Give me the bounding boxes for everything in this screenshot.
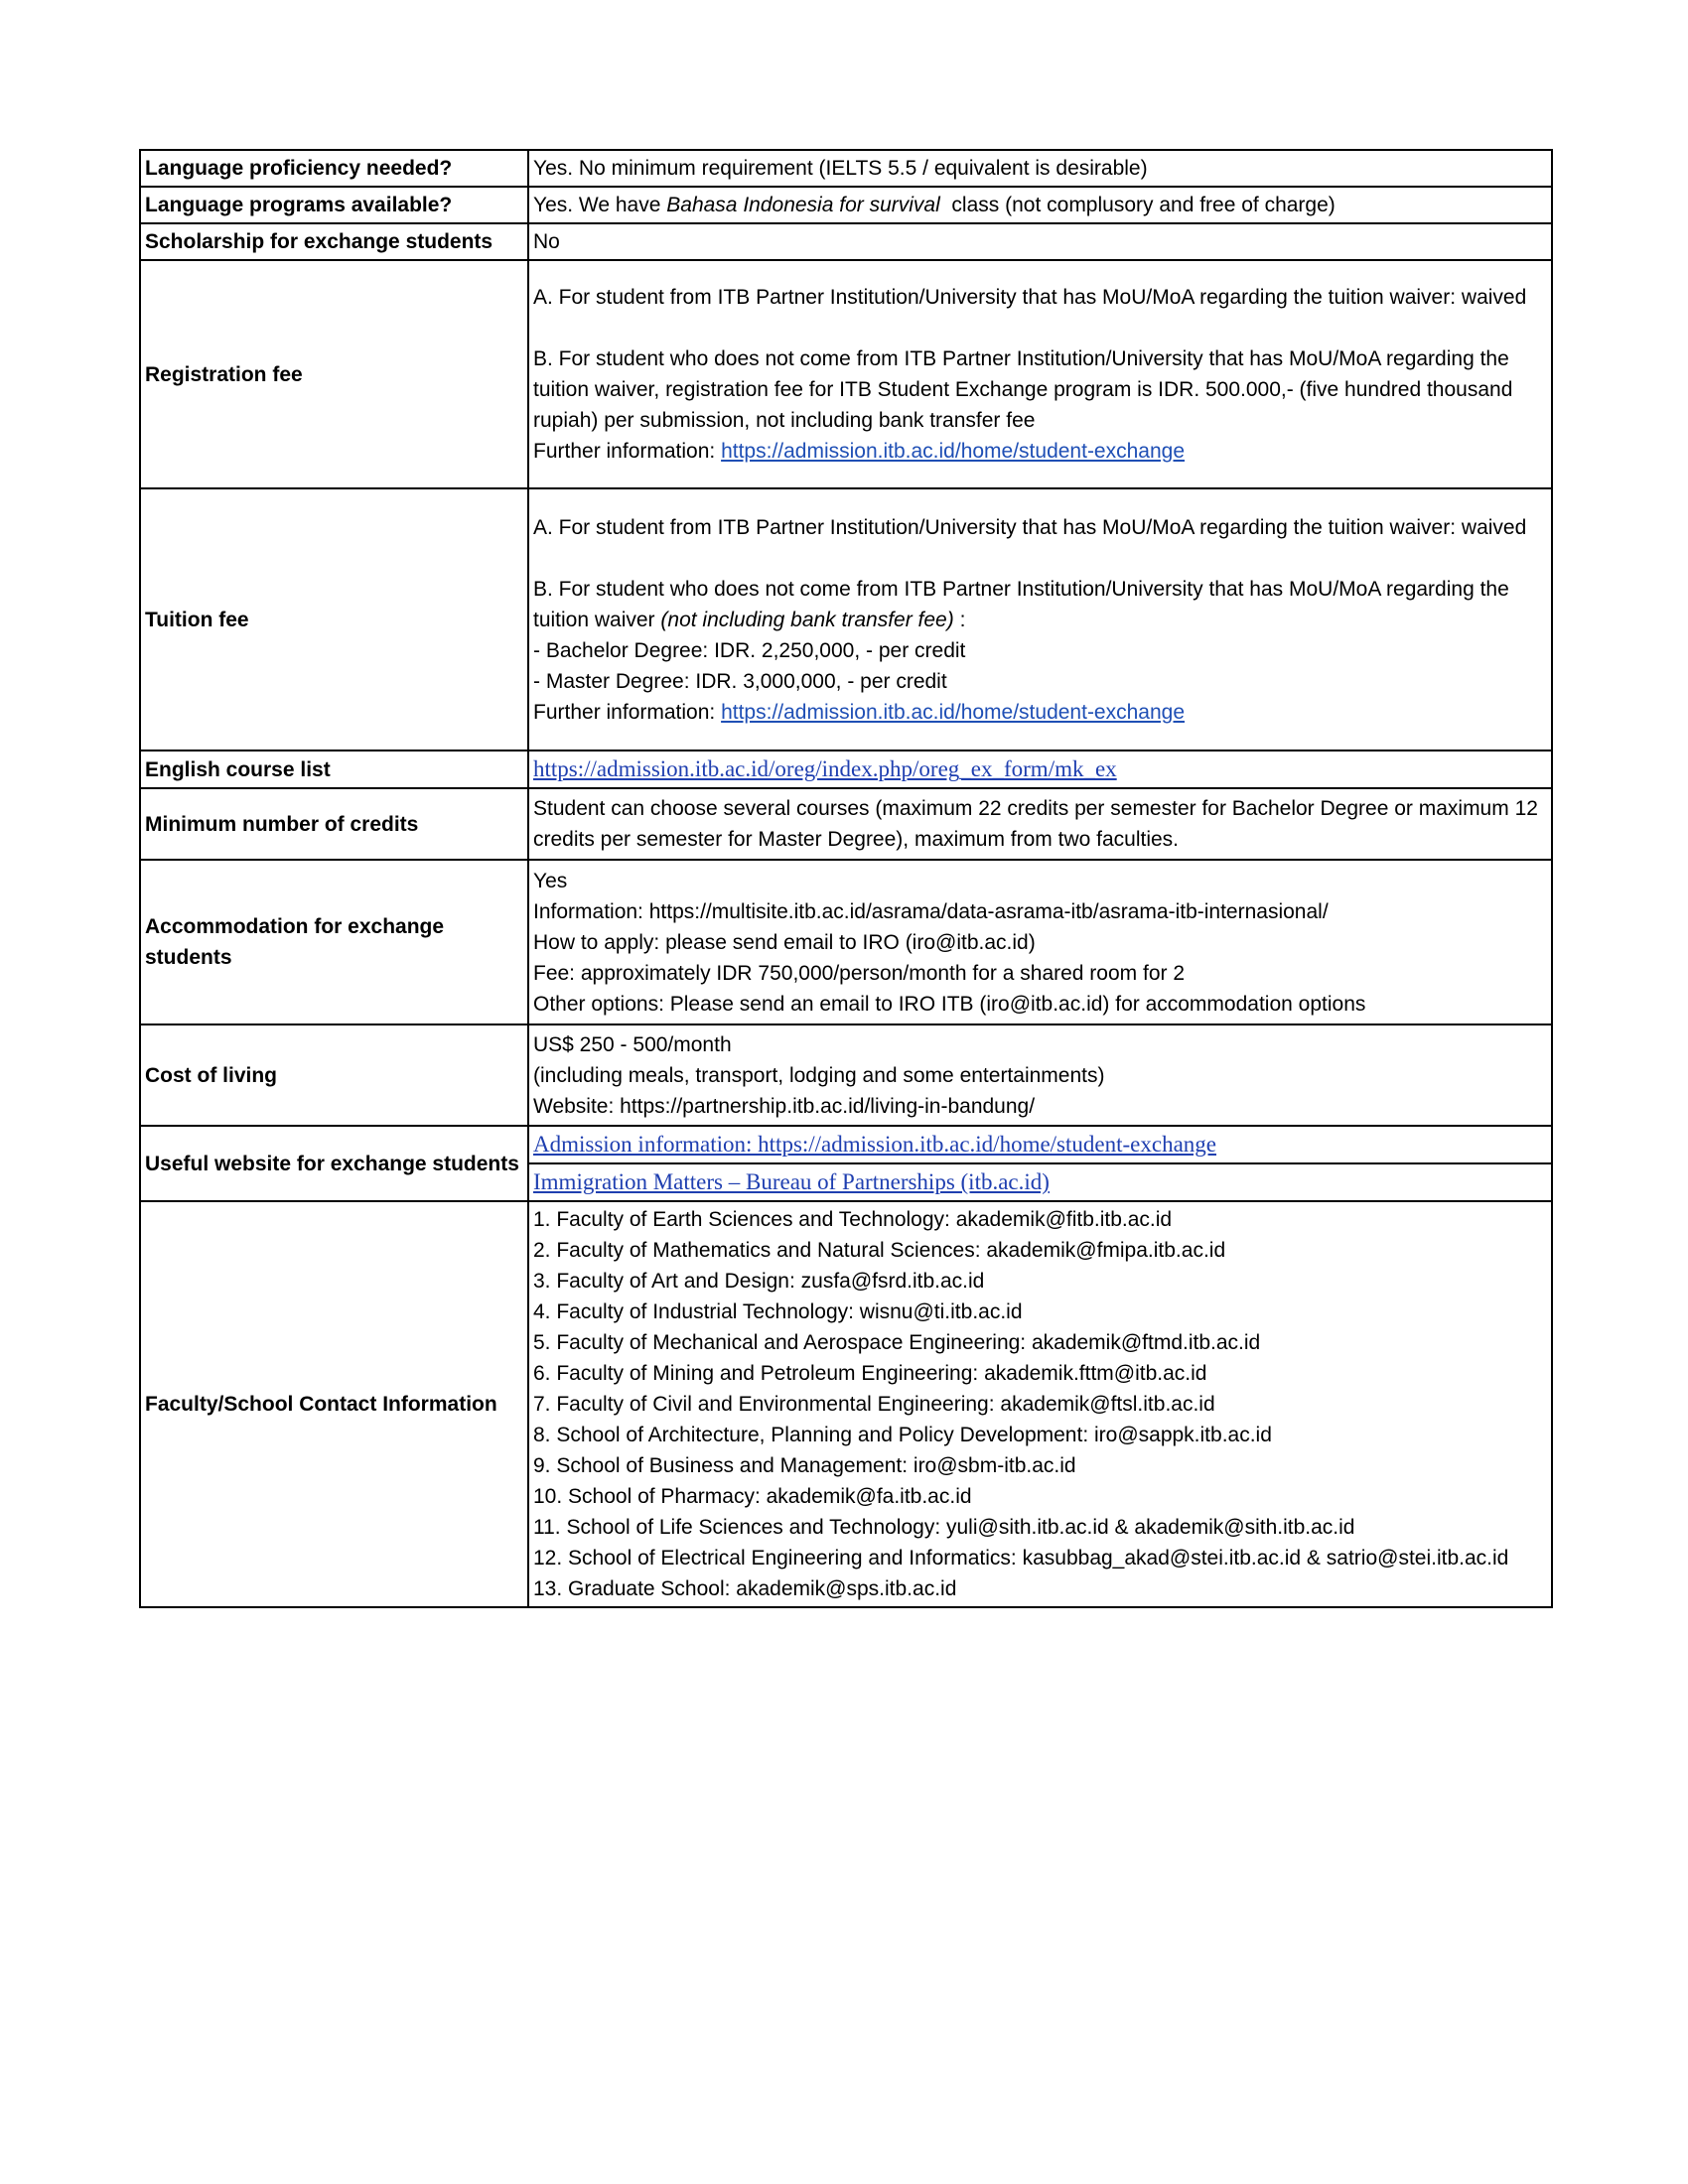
master-fee: - Master Degree: IDR. 3,000,000, - per credit	[533, 669, 947, 693]
accommodation-line: Fee: approximately IDR 750,000/person/month for a shared room for 2	[533, 961, 1186, 985]
row-label: English course list	[140, 751, 528, 788]
student-exchange-link[interactable]: https://admission.itb.ac.id/home/student-exchange	[721, 440, 1186, 463]
row-value	[528, 187, 1552, 223]
row-value	[528, 751, 1552, 788]
accommodation-line: Yes	[533, 869, 568, 892]
option-b-text	[533, 574, 1547, 635]
row-label: Scholarship for exchange students	[140, 223, 528, 260]
table-row	[140, 223, 1552, 260]
row-value	[528, 260, 1552, 488]
table-row	[140, 860, 1552, 1024]
accommodation-line: Information: https://multisite.itb.ac.id/asrama/data-asrama-itb/asrama-itb-internasional/	[533, 899, 1329, 923]
student-exchange-link[interactable]: https://admission.itb.ac.id/home/student-exchange	[721, 700, 1186, 724]
cost-line: Website: https://partnership.itb.ac.id/living-in-bandung/	[533, 1094, 1036, 1118]
row-value	[528, 1126, 1552, 1163]
admission-info-link[interactable]: Admission information: https://admission.itb.ac.id/home/student-exchange	[533, 1132, 1216, 1157]
option-b-suffix: :	[953, 608, 966, 631]
row-label: Cost of living	[140, 1024, 528, 1126]
contact-line: 12. School of Electrical Engineering and Informatics: kasubbag_akad@stei.itb.ac.id & satrio@stei.itb.ac.id	[533, 1547, 1509, 1570]
contact-line: 7. Faculty of Civil and Environmental Engineering: akademik@ftsl.itb.ac.id	[533, 1393, 1215, 1416]
table-row	[140, 1024, 1552, 1126]
row-value: Student can choose several courses (maximum 22 credits per semester for Bachelor Degree or maximum 12 credits per semester for Master Degree), maximum from two faculties.	[528, 788, 1552, 860]
contact-line: 8. School of Architecture, Planning and Policy Development: iro@sappk.itb.ac.id	[533, 1424, 1272, 1446]
option-b-emphasis: (not including bank transfer fee)	[660, 608, 954, 631]
cost-line: US$ 250 - 500/month	[533, 1032, 732, 1056]
value-text: class (not complusory and free of charge)	[939, 194, 1336, 216]
row-label: Faculty/School Contact Information	[140, 1201, 528, 1607]
option-b-prefix: B. For student who does not come from ITB Partner Institution/University that has MoU/MoA regarding the tuition waiver	[533, 577, 1509, 631]
option-a-text: A. For student from ITB Partner Institution/University that has MoU/MoA regarding the tuition waiver: waived	[533, 286, 1527, 309]
exchange-info-table	[139, 149, 1553, 1608]
table-row	[140, 260, 1552, 488]
cost-line: (including meals, transport, lodging and some entertainments)	[533, 1063, 1105, 1087]
row-label: Language programs available?	[140, 187, 528, 223]
row-value	[528, 1163, 1552, 1201]
further-info-label: Further information:	[533, 440, 722, 463]
contact-line: 10. School of Pharmacy: akademik@fa.itb.ac.id	[533, 1485, 972, 1508]
contact-line: 11. School of Life Sciences and Technology: yuli@sith.itb.ac.id & akademik@sith.itb.ac.id	[533, 1516, 1355, 1539]
row-label: Useful website for exchange students	[140, 1126, 528, 1201]
value-emphasis: Bahasa Indonesia for survival	[666, 194, 940, 216]
contact-line: 9. School of Business and Management: iro@sbm-itb.ac.id	[533, 1454, 1076, 1477]
table-row	[140, 1201, 1552, 1607]
course-list-link[interactable]: https://admission.itb.ac.id/oreg/index.php/oreg_ex_form/mk_ex	[533, 756, 1117, 781]
contact-line: 3. Faculty of Art and Design: zusfa@fsrd.itb.ac.id	[533, 1270, 985, 1293]
row-value: Yes. No minimum requirement (IELTS 5.5 / equivalent is desirable)	[528, 150, 1552, 187]
contact-line: 5. Faculty of Mechanical and Aerospace Engineering: akademik@ftmd.itb.ac.id	[533, 1331, 1261, 1354]
accommodation-line: Other options: Please send an email to IRO ITB (iro@itb.ac.id) for accommodation options	[533, 992, 1366, 1016]
table-row	[140, 1126, 1552, 1163]
table-row	[140, 187, 1552, 223]
row-value	[528, 488, 1552, 751]
table-row	[140, 788, 1552, 860]
contact-line: 2. Faculty of Mathematics and Natural Sciences: akademik@fmipa.itb.ac.id	[533, 1239, 1226, 1262]
row-label: Language proficiency needed?	[140, 150, 528, 187]
row-label: Registration fee	[140, 260, 528, 488]
row-label: Accommodation for exchange students	[140, 860, 528, 1024]
contact-line: 13. Graduate School: akademik@sps.itb.ac.id	[533, 1577, 957, 1600]
row-label: Minimum number of credits	[140, 788, 528, 860]
contact-line: 4. Faculty of Industrial Technology: wisnu@ti.itb.ac.id	[533, 1300, 1023, 1323]
immigration-matters-link[interactable]: Immigration Matters – Bureau of Partnerships (itb.ac.id)	[533, 1169, 1050, 1194]
further-info	[533, 436, 1547, 467]
info-sheet	[139, 149, 1553, 1608]
further-info-label: Further information:	[533, 700, 722, 724]
row-value	[528, 1201, 1552, 1607]
table-row	[140, 150, 1552, 187]
bachelor-fee: - Bachelor Degree: IDR. 2,250,000, - per credit	[533, 638, 966, 662]
accommodation-line: How to apply: please send email to IRO (iro@itb.ac.id)	[533, 930, 1036, 954]
row-value	[528, 1024, 1552, 1126]
row-label: Tuition fee	[140, 488, 528, 751]
contact-line: 6. Faculty of Mining and Petroleum Engineering: akademik.fttm@itb.ac.id	[533, 1362, 1207, 1385]
option-a-text: A. For student from ITB Partner Institution/University that has MoU/MoA regarding the tuition waiver: waived	[533, 515, 1527, 539]
table-row	[140, 751, 1552, 788]
table-row	[140, 488, 1552, 751]
further-info	[533, 697, 1547, 728]
row-value: No	[528, 223, 1552, 260]
option-b-text: B. For student who does not come from ITB Partner Institution/University that has MoU/MoA regarding the tuition waiver, registration fee for ITB Student Exchange program is IDR. 500.000,- (five hundred thousand rupiah) per submission, not including bank transfer fee	[533, 347, 1513, 432]
contact-line: 1. Faculty of Earth Sciences and Technology: akademik@fitb.itb.ac.id	[533, 1208, 1173, 1231]
value-text: Yes. We have	[533, 194, 667, 216]
row-value	[528, 860, 1552, 1024]
